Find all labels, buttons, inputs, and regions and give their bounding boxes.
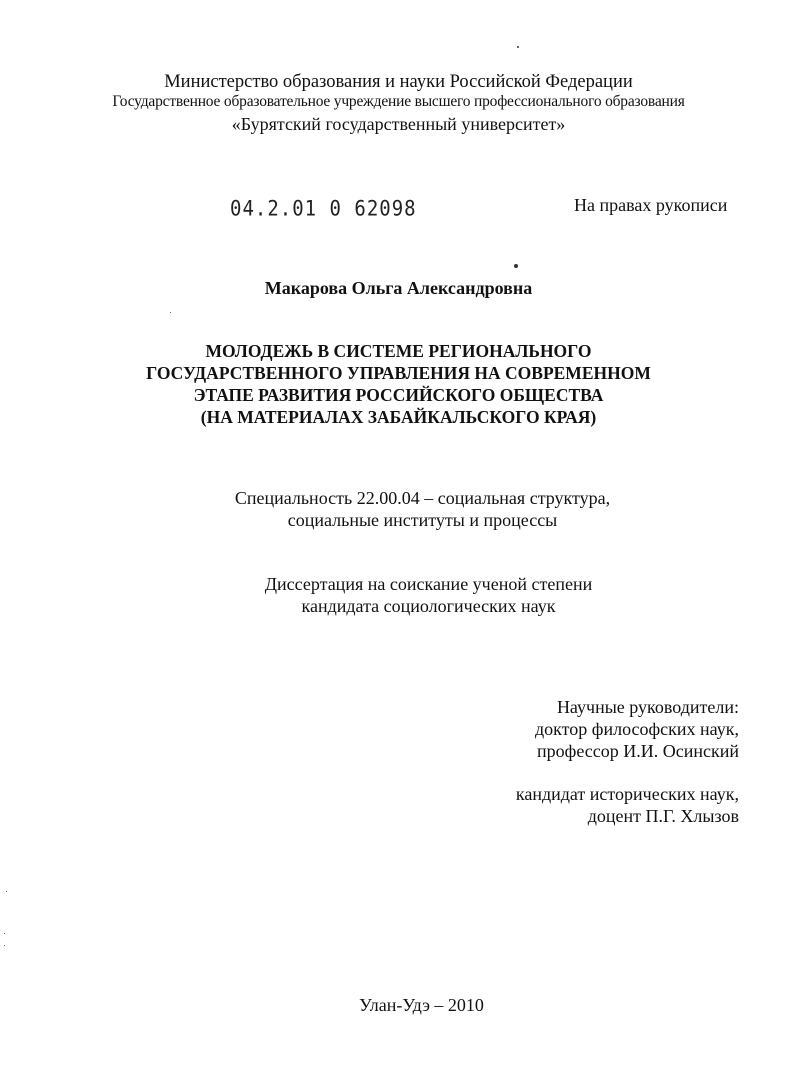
- supervisor-degree: кандидат исторических наук,: [515, 784, 739, 804]
- scan-speck: [4, 945, 5, 946]
- title-line: МОЛОДЕЖЬ В СИСТЕМЕ РЕГИОНАЛЬНОГО: [205, 341, 592, 361]
- institution-heading: Государственное образовательное учреждение высшего профессионального образования: [112, 93, 685, 110]
- specialty-line: социальные институты и процессы: [287, 510, 558, 530]
- university-heading: «Бурятский государственный университет»: [231, 114, 566, 134]
- degree-line: Диссертация на соискание ученой степени: [264, 574, 593, 594]
- degree-block: [0, 573, 797, 617]
- supervisors-block: [535, 696, 739, 762]
- title-line: ГОСУДАРСТВЕННОГО УПРАВЛЕНИЯ НА СОВРЕМЕННОМ: [146, 363, 651, 383]
- supervisors-heading: Научные руководители:: [556, 697, 739, 717]
- scan-speck: [4, 933, 5, 934]
- scan-speck: [6, 891, 7, 892]
- supervisor-degree: доктор философских наук,: [535, 719, 739, 739]
- specialty-line: Специальность 22.00.04 – социальная структура,: [234, 488, 611, 508]
- dissertation-title: [0, 340, 797, 428]
- registration-stamp: 04.2.01 0 62098: [230, 196, 417, 222]
- manuscript-note: На правах рукописи: [574, 195, 728, 215]
- city-year: Улан-Удэ – 2010: [359, 995, 484, 1015]
- title-line: ЭТАПЕ РАЗВИТИЯ РОССИЙСКОГО ОБЩЕСТВА: [193, 385, 604, 405]
- specialty-block: [0, 487, 797, 531]
- supervisor-name: доцент П.Г. Хлызов: [587, 806, 739, 826]
- author-name: Макарова Ольга Александровна: [264, 278, 533, 298]
- title-line: (НА МАТЕРИАЛАХ ЗАБАЙКАЛЬСКОГО КРАЯ): [200, 407, 597, 427]
- scan-speck: [514, 264, 518, 268]
- scan-speck: [170, 312, 171, 313]
- supervisor-name: профессор И.И. Осинский: [537, 741, 739, 761]
- degree-line: кандидата социологических наук: [301, 596, 556, 616]
- scan-speck: [517, 46, 519, 48]
- ministry-heading: Министерство образования и науки Российской Федерации: [164, 72, 633, 92]
- second-supervisor-block: [516, 783, 739, 827]
